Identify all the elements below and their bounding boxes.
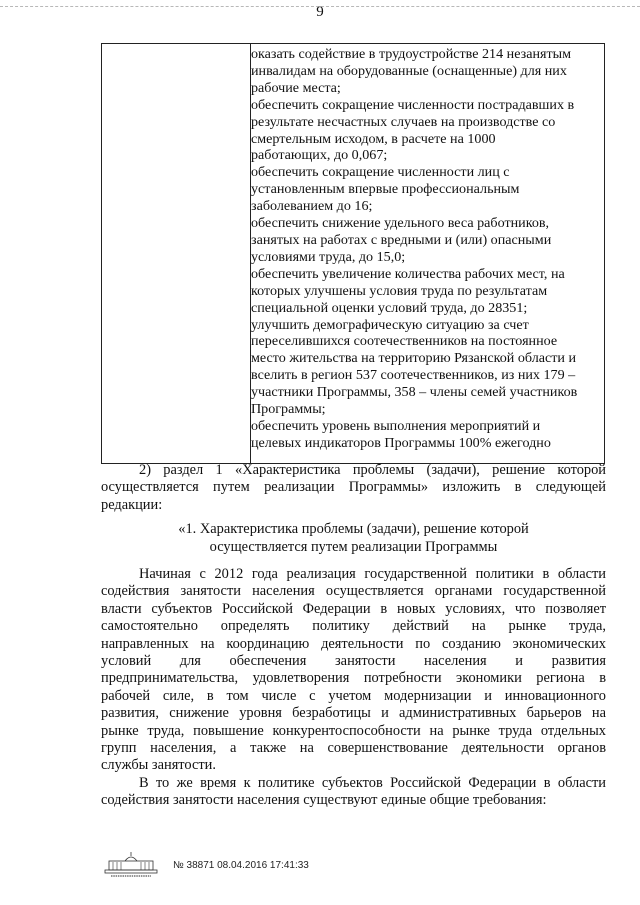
goal-line: занятых на работах с вредными и (или) опасными	[251, 231, 552, 248]
goal-line: рабочие места;	[251, 79, 341, 96]
instruction-line: редакции:	[101, 496, 163, 513]
goal-line: оказать содействие в трудоустройстве 214 незанятым	[251, 46, 572, 62]
section-heading-line1: «1. Характеристика проблемы (задачи), решение которой	[178, 521, 529, 537]
paragraph-line: предпринимательства, удовлетворения потребности экономики региона в	[101, 670, 606, 687]
goal-line: обеспечить увеличение количества рабочих мест, на	[251, 265, 565, 282]
goal-line: улучшить демографическую ситуацию за счет	[251, 316, 529, 333]
goal-line: переселившихся соотечественников на постоянное	[251, 333, 558, 350]
goal-line: работающих, до 0,067;	[251, 147, 388, 164]
goal-line: место жительства на территорию Рязанской области и	[251, 350, 577, 367]
paragraph-general-requirements	[101, 775, 606, 810]
paragraph-line: условий для обеспечения занятости населения и развития	[101, 653, 606, 670]
paragraph-line: Начиная с 2012 года реализация государственной политики в области	[139, 566, 606, 582]
goal-line: условиями труда, до 15,0;	[251, 248, 406, 265]
instruction-line: осуществляется путем реализации Программы» изложить в следующей	[101, 479, 606, 496]
goal-line: установленным впервые профессиональным	[251, 181, 520, 198]
goal-line: целевых индикаторов Программы 100% ежегодно	[251, 434, 551, 451]
goal-line: обеспечить сокращение численности пострадавших в	[251, 96, 575, 113]
paragraph-line: направленных на координацию деятельности по созданию экономических	[101, 635, 606, 652]
goal-line: специальной оценки условий труда, до 28351;	[251, 299, 528, 316]
government-building-logo	[103, 851, 159, 879]
goal-line: Программы;	[251, 401, 326, 418]
goal-line: инвалидам на оборудованные (оснащенные) для них	[251, 62, 567, 79]
paragraph-line: развития, снижение уровня безработицы и административных барьеров на	[101, 705, 606, 722]
goal-line: которых улучшены условия труда по результатам	[251, 282, 548, 299]
paragraph-line: власти субъектов Российской Федерации в новых условиях, что позволяет	[101, 600, 606, 617]
goal-line: смертельным исходом, в расчете на 1000	[251, 130, 496, 147]
instruction-line: 2) раздел 1 «Характеристика проблемы (задачи), решение которой	[139, 462, 606, 478]
table-right-cell	[251, 46, 600, 452]
paragraph-line: рабочей силе, в том числе с учетом модернизации и инновационного	[101, 687, 606, 704]
table-left-cell	[102, 44, 251, 463]
goal-line: обеспечить сокращение численности лиц с	[251, 164, 510, 181]
document-footer	[103, 851, 343, 881]
goal-line: обеспечить уровень выполнения мероприятий и	[251, 417, 541, 434]
goal-line: участники Программы, 358 – члены семей участников	[251, 384, 578, 401]
section-heading-line2: осуществляется путем реализации Программы	[209, 539, 498, 555]
goals-table	[101, 43, 605, 464]
amendment-instruction	[101, 462, 606, 514]
goal-line: обеспечить снижение удельного веса работников,	[251, 215, 550, 232]
paragraph-line: содействия занятости населения осуществляется органами государственной	[101, 583, 606, 600]
paragraph-line: содействия занятости населения существуют единые общие требования:	[101, 792, 547, 809]
paragraph-line: рынке труда, повышение конкурентоспособности на рынке труда отдельных	[101, 722, 606, 739]
paragraph-employment-policy	[101, 566, 606, 775]
goal-line: результате несчастных случаев на производстве со	[251, 113, 556, 130]
paragraph-line: самостоятельно определять политику действий на рынке труда,	[101, 618, 606, 635]
registration-stamp: № 38871 08.04.2016 17:41:33	[173, 860, 309, 871]
paragraph-line: групп населения, а также на совершенствование деятельности органов	[101, 740, 606, 757]
goal-line: вселить в регион 537 соотечественников, из них 179 –	[251, 367, 576, 384]
paragraph-line: службы занятости.	[101, 757, 216, 774]
section-heading	[101, 520, 606, 556]
paragraph-line: В то же время к политике субъектов Российской Федерации в области	[139, 775, 606, 791]
page-number: 9	[316, 4, 324, 20]
goal-line: заболеванием до 16;	[251, 198, 373, 215]
